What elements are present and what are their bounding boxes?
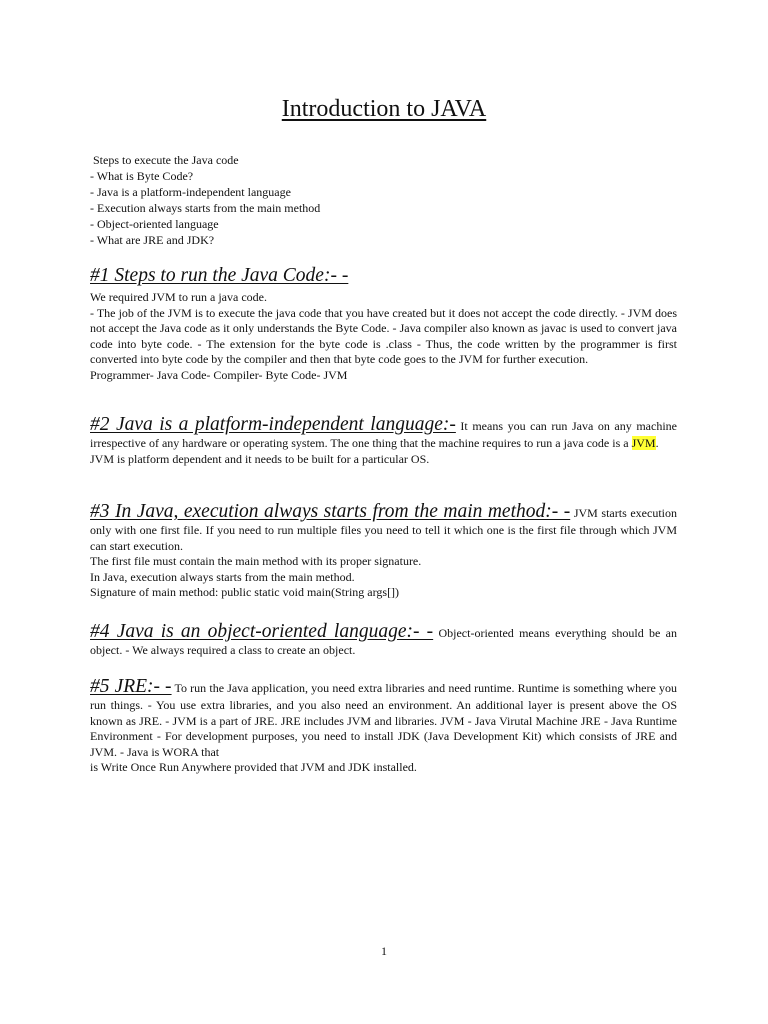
- section-main-method: [90, 501, 677, 601]
- section-body: - The job of the JVM is to execute the java code that you have created but it does not accept the code directly. - JVM does not accept the Java code as it only understands the Byte Code. - Java compiler also known as javac is used to convert java code into byte code. - The extension for the byte code is .class - Thus, the code written by the programmer is first converted into byte code by the compiler and then that byte code goes to the JVM for further execution.: [90, 305, 677, 367]
- section-flow: Programmer- Java Code- Compiler- Byte Code- JVM: [90, 367, 348, 382]
- section-body: It means you can run Java on any machine irrespective of any hardware or operating system. The one thing that the machine requires to run a java code is a: [90, 419, 677, 450]
- section-line: The first file must contain the main method with its proper signature.: [90, 554, 422, 569]
- section-heading: #5 JRE:- -: [90, 676, 172, 697]
- page-number: 1: [381, 944, 387, 958]
- section-intro: We required JVM to run a java code.: [90, 290, 267, 304]
- section-note: JVM is platform dependent and it needs to be built for a particular OS.: [90, 451, 430, 466]
- highlighted-text: JVM: [631, 436, 656, 450]
- section-heading: #2 Java is a platform-independent language:-: [90, 414, 456, 435]
- section-body: Object-oriented means everything should be an object. - We always required a class to create an object.: [90, 626, 677, 657]
- toc-item: - What are JRE and JDK?: [90, 233, 215, 247]
- section-heading: #3 In Java, execution always starts from the main method:- -: [90, 501, 571, 522]
- toc-item: - Java is a platform-independent language: [90, 185, 291, 199]
- section-object-oriented: [90, 621, 677, 659]
- section-line: Signature of main method: public static void main(String args[]): [90, 585, 400, 600]
- section-heading: #4 Java is an object-oriented language:- -: [90, 621, 434, 642]
- document-title: [0, 94, 768, 124]
- table-of-contents: [90, 152, 690, 248]
- toc-item: - What is Byte Code?: [90, 169, 194, 183]
- toc-item: Steps to execute the Java code: [93, 153, 239, 167]
- section-steps-to-run: [90, 265, 677, 384]
- section-body: To run the Java application, you need extra libraries and need runtime. Runtime is something where you run things. - You use extra libraries, and you also need an environment. An additional layer is present above the OS known as JRE. - JVM is a part of JRE. JRE includes JVM and libraries. JVM - Java Virutal Machine JRE - Java Runtime Environment - For development purposes, you need to install JDK (Java Development Kit) which consists of JRE and JVM. - Java is WORA that: [90, 681, 677, 759]
- section-heading: #1 Steps to run the Java Code:- -: [90, 265, 349, 286]
- section-platform-independent: [90, 414, 677, 467]
- document-title-text: Introduction to JAVA: [281, 96, 487, 122]
- toc-item: - Object-oriented language: [90, 217, 219, 231]
- section-body: JVM starts execution only with one first file. If you need to run multiple files you need to tell it which one is the first file through which JVM can start execution.: [90, 506, 677, 553]
- section-body-end: .: [655, 436, 659, 450]
- section-jre: [90, 676, 677, 776]
- section-last-line: is Write Once Run Anywhere provided that JVM and JDK installed.: [90, 760, 417, 775]
- toc-item: - Execution always starts from the main method: [90, 201, 321, 215]
- section-line: In Java, execution always starts from the main method.: [90, 569, 355, 584]
